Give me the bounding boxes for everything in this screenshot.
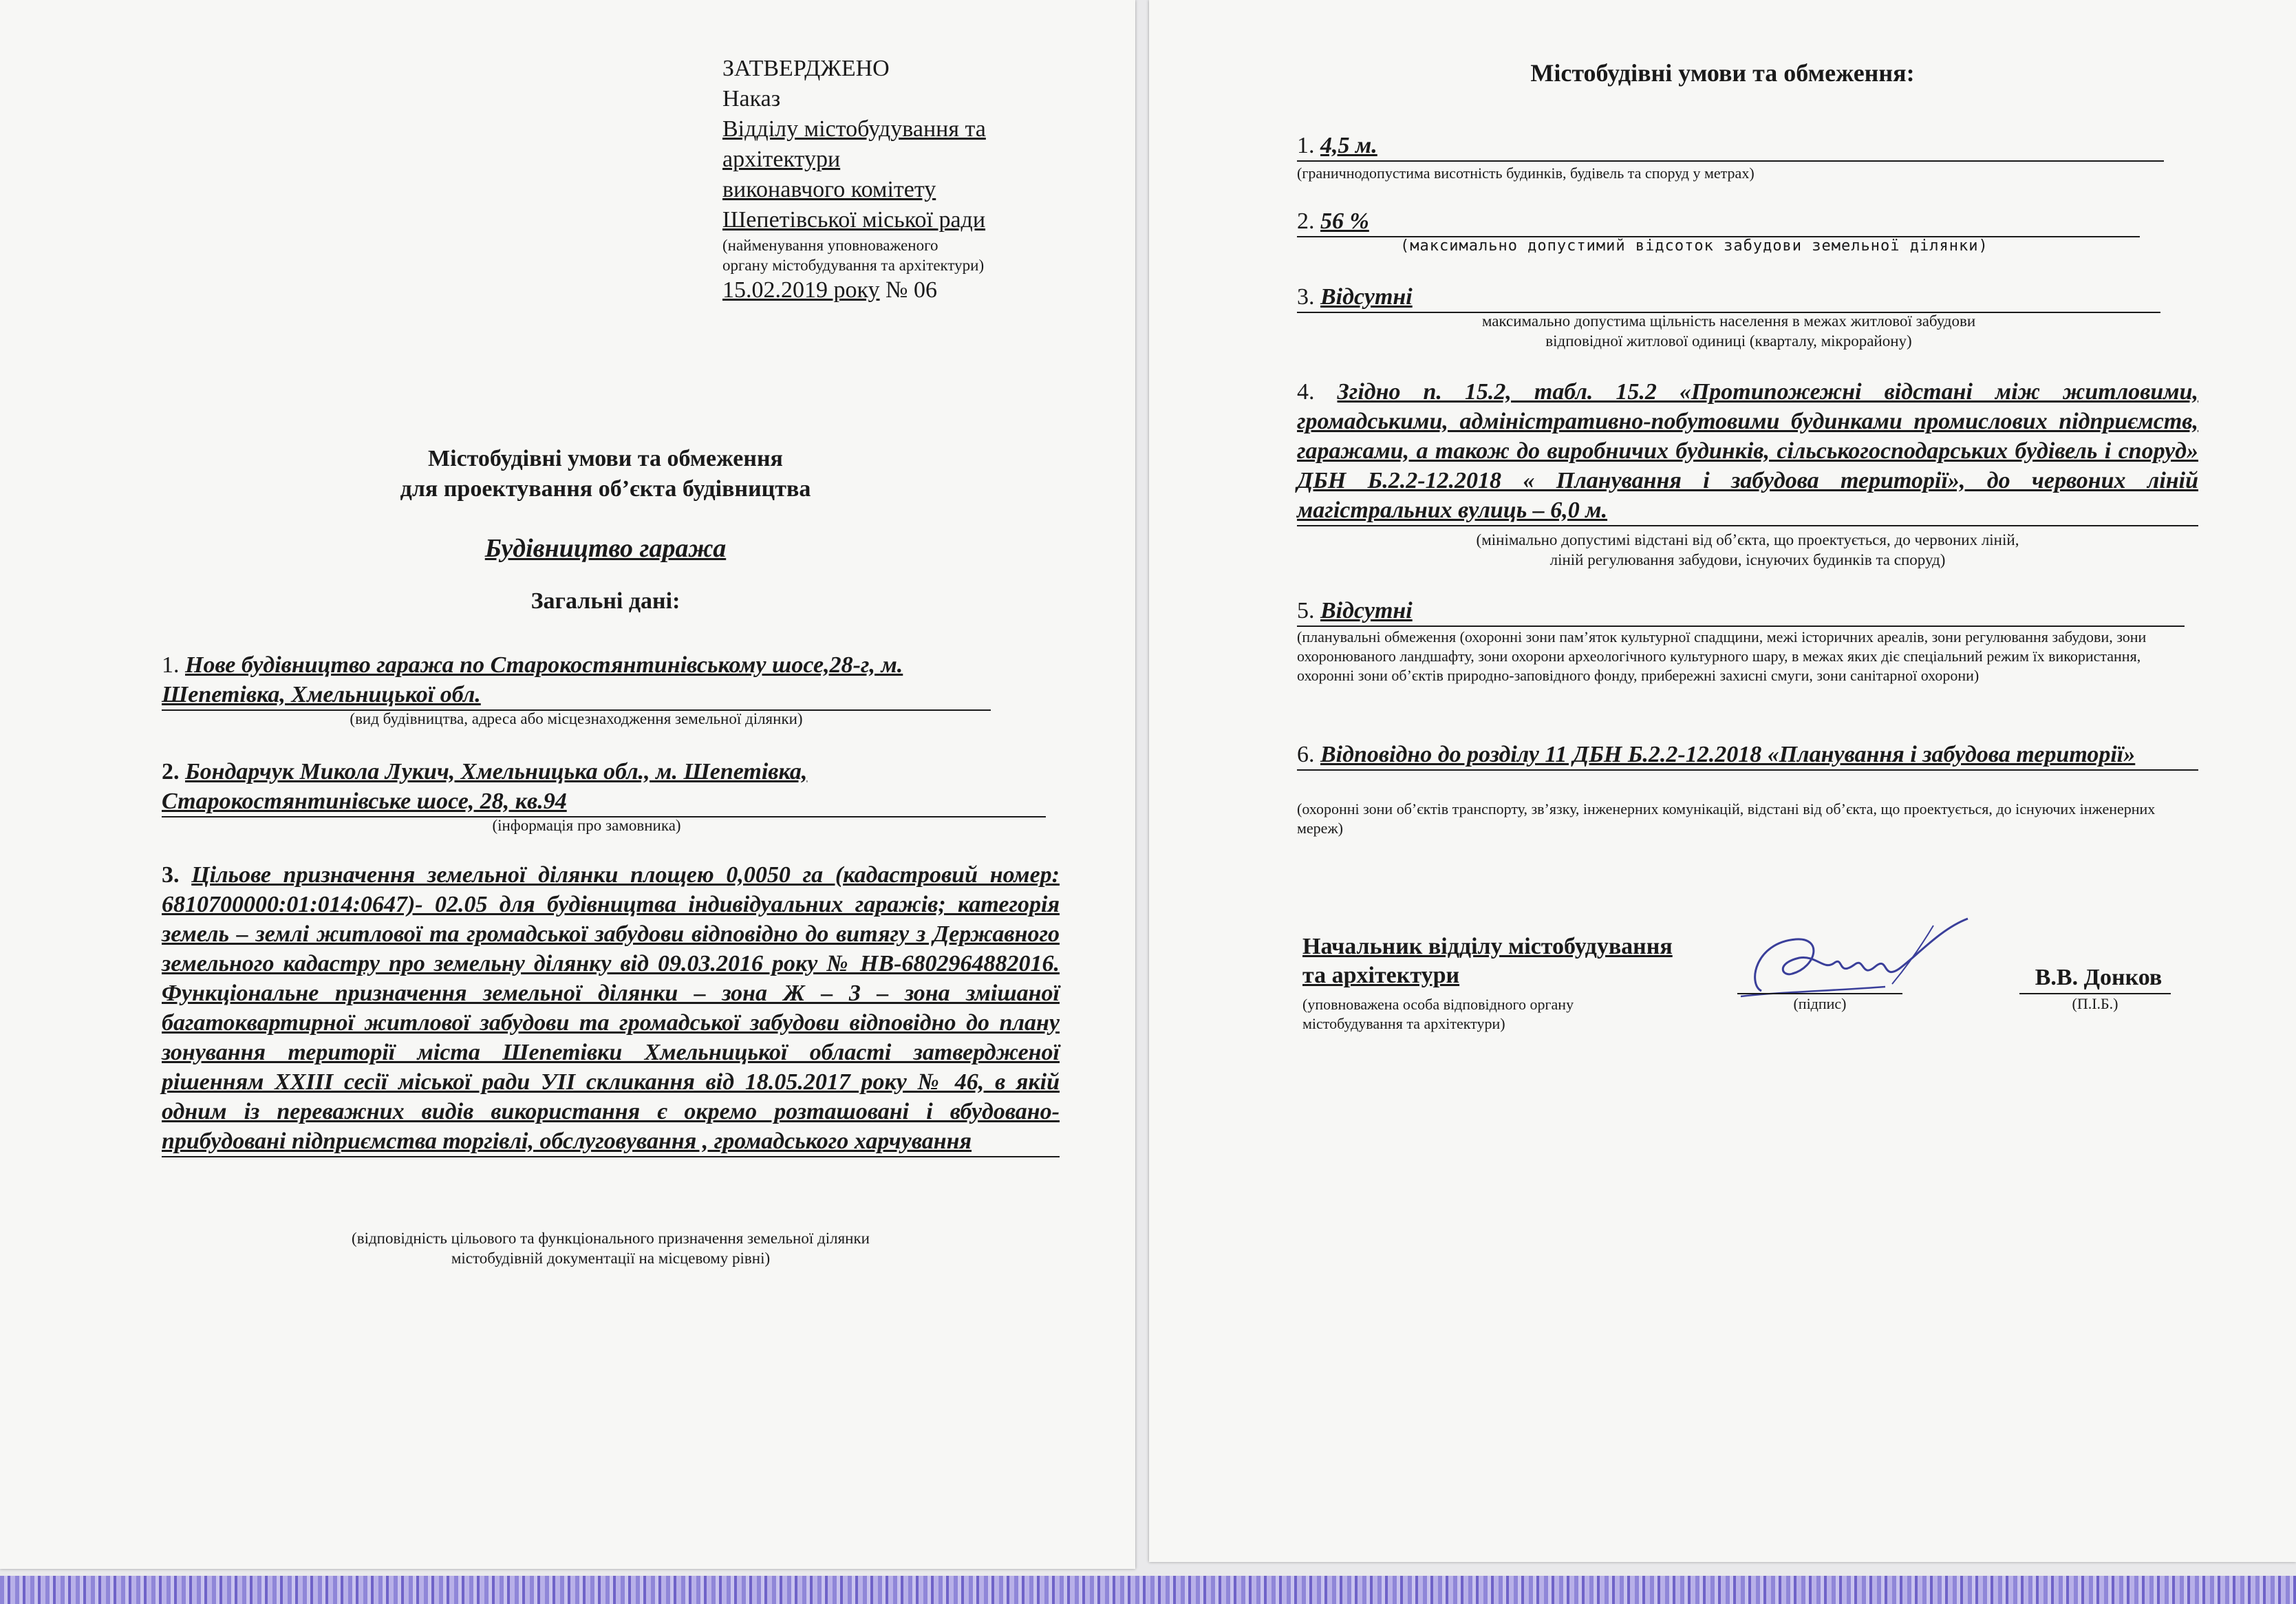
condition-6-caption: (охоронні зони об’єктів транспорту, зв’язку, інженерних комунікацій, відстані від об’єкта, що проектується, до існуючих інженерних мереж): [1297, 800, 2156, 837]
signer-title: [1302, 932, 1743, 990]
signer-name: В.В. Донков: [2035, 965, 2163, 990]
item-2-caption: (інформація про замовника): [492, 817, 681, 834]
condition-4-text: Згідно п. 15.2, табл. 15.2 «Протипожежні відстані між житловими, громадськими, адміністративно-побутовими будинками промислових підприємств, гаражами, а також до виробничих будинків, сільськогосподарських будівель і споруд» ДБН Б.2.2-12.2018 « Планування і забудова території», до червоних ліній магістральних вулиць – 6,0 м.: [1297, 379, 2198, 523]
item-3-caption-2: містобудівній документації на місцевому рівні): [451, 1250, 771, 1267]
condition-6-text: Відповідно до розділу 11 ДБН Б.2.2-12.2018 «Планування і забудова території»: [1320, 742, 2136, 767]
condition-4-caption-1: (мінімально допустимі відстані від об’єкта, що проектується, до червоних ліній,: [1476, 531, 2019, 548]
item-3-number: 3.: [162, 862, 192, 888]
condition-3-caption-1: максимально допустима щільність населення в межах житлової забудови: [1481, 312, 1976, 330]
condition-3-value: Відсутні: [1320, 284, 1413, 310]
condition-2-coverage: [1297, 206, 2140, 237]
condition-5-caption: (планувальні обмеження (охоронні зони пам’яток культурної спадщини, межі історичних ареалів, зони регулювання забудови, зони охоронюваного ландшафту, зони охорони археологічного культурного шару, в межах яких діє спеціальний режим їх використання, охоронні зони об’єктів природно-заповідного фонду, прибережні захисні смуги, зони санітарної охорони): [1297, 628, 2147, 684]
document-title: [261, 444, 949, 504]
condition-5-planning-limits: [1297, 596, 2185, 627]
order-date: 15.02.2019 року: [722, 277, 880, 303]
department-line-3: виконавчого комітету: [722, 177, 936, 202]
condition-1-value: 4,5 м.: [1320, 133, 1377, 158]
condition-6-number: 6.: [1297, 742, 1320, 767]
approved-stamp: ЗАТВЕРДЖЕНО: [722, 56, 890, 81]
conditions-title: Містобудівні умови та обмеження:: [1530, 59, 1915, 87]
condition-3-density: [1297, 282, 2160, 313]
item-3-land-purpose: [162, 860, 1060, 1157]
item-2-number: 2.: [162, 759, 185, 784]
signature-line: [1737, 993, 1902, 994]
condition-2-caption: (максимально допустимий відсоток забудови земельної ділянки): [1400, 237, 1988, 255]
name-caption: (П.І.Б.): [2072, 995, 2118, 1012]
condition-1-number: 1.: [1297, 133, 1320, 158]
item-2-customer: [162, 757, 1046, 817]
signer-title-2: та архітектури: [1302, 963, 1460, 988]
item-2-text: Бондарчук Микола Лукич, Хмельницька обл., м. Шепетівка, Старокостянтинівське шосе, 28, кв.94: [162, 759, 808, 814]
condition-1-caption: (граничнодопустима висотність будинків, будівель та споруд у метрах): [1297, 164, 1755, 182]
condition-3-caption: [1297, 311, 2160, 351]
condition-4-distances: [1297, 377, 2198, 526]
item-1-text: Нове будівництво гаража по Старокостянтинівському шосе,28-г, м. Шепетівка, Хмельницької обл.: [162, 652, 903, 707]
condition-3-number: 3.: [1297, 284, 1320, 310]
title-line-2: для проектування об’єкта будівництва: [400, 476, 811, 502]
approval-block: [722, 54, 1094, 306]
department-line-1: Відділу містобудування та: [722, 116, 986, 142]
order-label: Наказ: [722, 86, 781, 111]
project-name: Будівництво гаража: [484, 534, 727, 563]
scanner-edge-band: [0, 1576, 2296, 1604]
title-line-1: Містобудівні умови та обмеження: [428, 446, 783, 471]
condition-2-value: 56 %: [1320, 208, 1369, 234]
condition-4-caption-2: ліній регулювання забудови, існуючих будинків та споруд): [1549, 551, 1946, 568]
item-1-construction: [162, 650, 991, 711]
condition-5-value: Відсутні: [1320, 598, 1413, 623]
order-number: № 06: [886, 277, 937, 303]
item-1-caption: (вид будівництва, адреса або місцезнаходження земельної ділянки): [350, 710, 803, 727]
condition-6-protection-zones: [1297, 740, 2198, 771]
department-line-4: Шепетівської міської ради: [722, 207, 986, 233]
signer-role-caption: (уповноважена особа відповідного органу містобудування та архітектури): [1302, 996, 1574, 1032]
condition-3-caption-2: відповідної житлової одиниці (кварталу, мікрорайону): [1545, 332, 1912, 350]
signature-caption: (підпис): [1793, 995, 1847, 1012]
condition-4-caption: [1297, 530, 2198, 570]
condition-1-height: [1297, 131, 2164, 162]
item-3-caption: [162, 1228, 1060, 1268]
department-line-2: архітектури: [722, 147, 841, 172]
condition-5-number: 5.: [1297, 598, 1320, 623]
general-data-heading: Загальні дані:: [530, 588, 680, 614]
item-1-number: 1.: [162, 652, 185, 678]
item-3-caption-1: (відповідність цільового та функціонального призначення земельної ділянки: [352, 1230, 870, 1247]
order-date-number: [722, 275, 1094, 306]
item-3-text: Цільове призначення земельної ділянки площею 0,0050 га (кадастровий номер: 6810700000:01:014:0647)- 02.05 для будівництва індивідуальних гаражів; категорія земель – землі житлової та громадської забудови відповідно до витягу з Державного земельного кадастру про земельну ділянку від 09.03.2016 року № НВ-6802964882016. Функціональне призначення земельної ділянки – зона Ж – 3 – зона змішаної багатоквартирної житлової забудови та громадської забудови відповідно до плану зонування території міста Шепетівки Хмельницької області затвердженої рішенням ХХIII сесії міської ради УII скликання від 18.05.2017 року № 46, в якій одним із переважних видів використання є окремо розташовані і вбудовано-прибудовані підприємства торгівлі, обслуговування , громадського харчування: [162, 862, 1060, 1154]
signer-title-1: Начальник відділу містобудування: [1302, 934, 1673, 959]
authority-caption-2: органу містобудування та архітектури): [722, 257, 985, 274]
condition-2-number: 2.: [1297, 208, 1320, 234]
authority-caption-1: (найменування уповноваженого: [722, 237, 938, 254]
condition-4-number: 4.: [1297, 379, 1338, 405]
name-line: [2019, 993, 2171, 994]
